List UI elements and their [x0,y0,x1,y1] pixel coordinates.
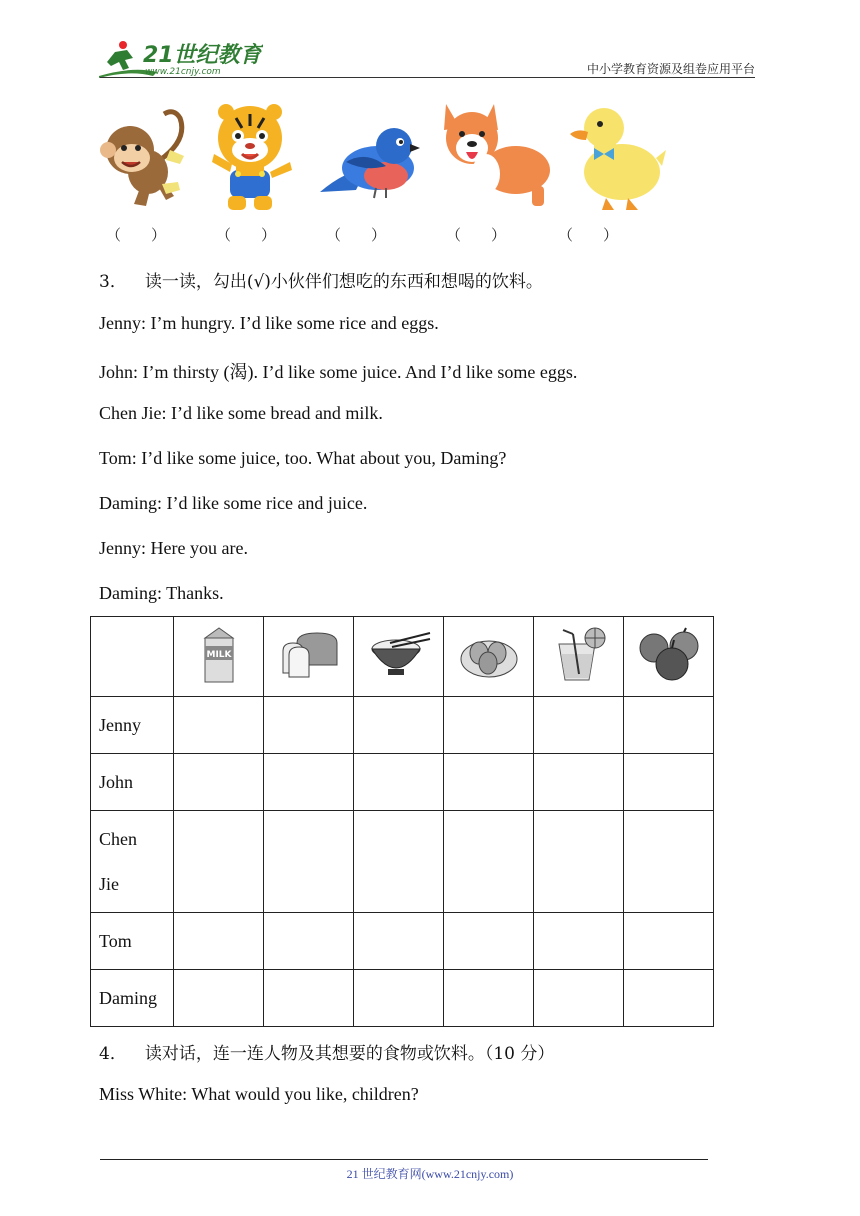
duck-icon [566,100,666,212]
check-cell[interactable] [264,970,354,1027]
check-cell[interactable] [624,754,714,811]
answer-blank-2[interactable]: （ ） [216,226,277,244]
question-number: 4． [99,1044,127,1064]
check-cell[interactable] [624,970,714,1027]
question-4-title [99,1039,554,1064]
check-cell[interactable] [354,970,444,1027]
table-header-row [91,617,714,697]
table-corner-cell [91,617,174,697]
question-number: 3． [99,272,127,292]
question-instruction: 读对话，连一连人物及其想要的食物或饮料。（10 分） [144,1044,555,1064]
logo-url: www.21cnjy.com [145,67,221,77]
row-name-part: Jie [99,873,119,894]
check-cell[interactable] [444,970,534,1027]
table-row [91,913,714,970]
check-cell[interactable] [264,811,354,913]
dialogue-line: Daming: I’d like some rice and juice. [99,493,368,513]
table-row [91,811,714,913]
question-3-title [99,267,543,292]
check-cell[interactable] [174,811,264,913]
check-cell[interactable] [354,811,444,913]
check-cell[interactable] [444,754,534,811]
check-cell[interactable] [444,697,534,754]
check-cell[interactable] [534,754,624,811]
food-check-table [90,616,714,1027]
dialogue-line: Chen Jie: I’d like some bread and milk. [99,403,383,423]
table-row [91,754,714,811]
footer-text: 21 世纪教育网(www.21cnjy.com) [346,1167,514,1181]
row-name-chen-jie [91,811,174,913]
check-cell[interactable] [354,913,444,970]
check-cell[interactable] [624,811,714,913]
check-cell[interactable] [264,913,354,970]
site-logo [93,36,263,80]
check-cell[interactable] [174,754,264,811]
check-cell[interactable] [534,970,624,1027]
check-cell[interactable] [624,697,714,754]
check-cell[interactable] [534,697,624,754]
dog-icon [436,100,554,212]
dialogue-line: Jenny: Here you are. [99,538,248,558]
milk-icon [174,617,264,697]
table-row [91,970,714,1027]
bird-icon [316,100,422,212]
row-name-john: John [91,754,174,811]
check-cell[interactable] [444,913,534,970]
check-cell[interactable] [354,754,444,811]
check-cell[interactable] [174,970,264,1027]
apples-icon [624,617,714,697]
monkey-icon [100,100,192,212]
juice-icon [534,617,624,697]
question-instruction: 读一读，勾出(√)小伙伴们想吃的东西和想喝的饮料。 [144,272,543,292]
row-name-part: Chen [99,828,137,849]
logo-text: 21世纪教育 [143,43,262,68]
check-cell[interactable] [174,913,264,970]
answer-blank-5[interactable]: （ ） [558,226,619,244]
footer-rule [100,1159,708,1160]
check-cell[interactable] [264,697,354,754]
row-name-tom: Tom [91,913,174,970]
eggs-icon [444,617,534,697]
milk-carton-label: MILK [205,650,232,660]
row-name-daming: Daming [91,970,174,1027]
dialogue-line: Daming: Thanks. [99,583,224,603]
check-cell[interactable] [264,754,354,811]
header-platform-text: 中小学教育资源及组卷应用平台 [586,62,755,76]
tiger-icon [206,100,298,212]
row-name-jenny: Jenny [91,697,174,754]
check-cell[interactable] [534,913,624,970]
answer-blank-4[interactable]: （ ） [446,226,507,244]
answer-blank-1[interactable]: （ ） [106,226,167,244]
dialogue-line: Tom: I’d like some juice, too. What about you, Daming? [99,448,507,468]
header-rule [100,77,755,78]
bread-icon [264,617,354,697]
check-cell[interactable] [354,697,444,754]
rice-icon [354,617,444,697]
check-cell[interactable] [624,913,714,970]
dialogue-line: Jenny: I’m hungry. I’d like some rice and eggs. [99,313,439,333]
check-cell[interactable] [534,811,624,913]
check-cell[interactable] [444,811,534,913]
dialogue-line: Miss White: What would you like, children? [99,1084,419,1104]
check-cell[interactable] [174,697,264,754]
answer-blank-3[interactable]: （ ） [326,226,387,244]
table-row [91,697,714,754]
dialogue-line: John: I’m thirsty (渴). I’d like some juice. And I’d like some eggs. [99,362,578,382]
